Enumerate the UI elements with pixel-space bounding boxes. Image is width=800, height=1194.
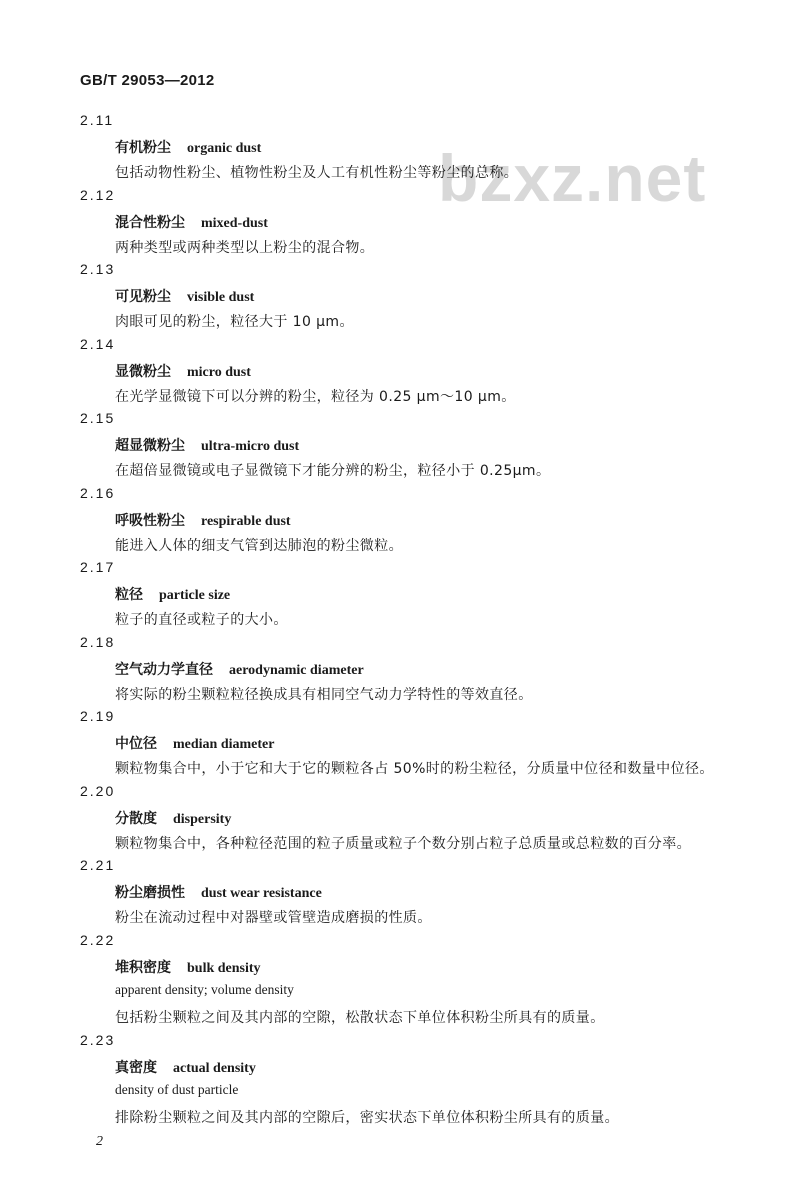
term-entry [0,261,800,336]
term-definition: 颗粒物集合中，小于它和大于它的颗粒各占 50%时的粉尘粒径，分质量中位径和数量中位径。 [115,761,714,777]
term-synonym: apparent density; volume density [115,981,294,997]
term-definition: 两种类型或两种类型以上粉尘的混合物。 [115,239,375,256]
term-definition: 包括粉尘颗粒之间及其内部的空隙，松散状态下单位体积粉尘所具有的质量。 [115,1009,605,1026]
term-number: 2.13 [80,261,116,277]
term-number: 2.22 [80,931,116,948]
term-entry [0,783,800,858]
term-entry [0,708,800,783]
term-zh: 超显微粉尘 [115,438,185,454]
term-entry [0,410,800,485]
term-definition: 肉眼可见的粉尘，粒径大于 10 μm。 [115,314,354,330]
term-zh: 可见粉尘 [115,289,171,305]
term-en: dispersity [173,811,232,827]
term-number: 2.15 [80,410,116,426]
term-number: 2.14 [80,335,116,352]
term-zh: 分散度 [115,810,157,827]
term-definition: 在超倍显微镜或电子显微镜下才能分辨的粉尘，粒径小于 0.25μm。 [115,463,551,479]
term-zh: 真密度 [115,1059,157,1076]
term-number: 2.17 [80,559,116,575]
term-zh: 空气动力学直径 [115,661,213,678]
standard-code: GB/T 29053—2012 [80,72,215,89]
term-zh: 粉尘磨损性 [115,885,185,901]
term-en: ultra-micro dust [201,439,300,454]
term-definition: 粉尘在流动过程中对器壁或管壁造成磨损的性质。 [115,910,432,926]
term-heading [115,361,251,381]
term-zh: 中位径 [115,736,157,752]
term-number: 2.16 [80,484,116,501]
term-en: actual density [173,1060,256,1076]
term-number: 2.19 [80,708,116,724]
term-definition: 在光学显微镜下可以分辨的粉尘，粒径为 0.25 μm～10 μm。 [115,388,516,405]
term-number: 2.20 [80,782,116,799]
term-heading [115,808,231,828]
term-zh: 显微粉尘 [115,363,171,380]
term-definition: 包括动物性粉尘、植物性粉尘及人工有机性粉尘等粉尘的总称。 [115,165,519,181]
term-en: dust wear resistance [201,886,322,901]
term-en: bulk density [187,960,261,976]
term-number: 2.12 [80,186,116,203]
term-heading [115,137,261,157]
page-number: 2 [96,1134,103,1149]
term-en: particle size [159,588,231,603]
term-zh: 堆积密度 [115,959,171,976]
term-definition: 颗粒物集合中，各种粒径范围的粒子质量或粒子个数分别占粒子总质量或总粒数的百分率。 [115,835,691,852]
watermark: bzxz.net [438,141,707,215]
term-zh: 呼吸性粉尘 [115,512,185,529]
term-heading [115,584,230,604]
term-heading [115,212,268,232]
term-definition: 排除粉尘颗粒之间及其内部的空隙后，密实状态下单位体积粉尘所具有的质量。 [115,1109,619,1126]
term-zh: 有机粉尘 [115,140,171,156]
term-heading [115,733,274,753]
term-entry [0,112,800,187]
term-entry [0,187,800,262]
term-entry [0,336,800,411]
term-number: 2.11 [80,112,115,128]
term-en: respirable dust [201,513,291,529]
term-en: median diameter [173,737,275,752]
term-en: mixed-dust [201,215,268,231]
term-definition: 将实际的粉尘颗粒粒径换成具有相同空气动力学特性的等效直径。 [115,686,533,703]
term-entry [0,485,800,560]
term-definition: 粒子的直径或粒子的大小。 [115,612,288,628]
term-list [0,112,800,1132]
term-en: micro dust [187,364,251,380]
term-en: aerodynamic diameter [229,662,364,678]
term-heading [115,882,322,902]
term-entry [0,932,800,1032]
term-zh: 粒径 [115,587,143,603]
term-heading [115,510,291,530]
term-entry [0,857,800,932]
term-synonym: density of dust particle [115,1081,239,1097]
term-entry [0,634,800,709]
term-heading [115,435,299,455]
term-number: 2.23 [80,1031,116,1048]
term-heading [115,659,364,679]
term-entry [0,559,800,634]
term-heading [115,1057,256,1077]
term-heading [115,286,254,306]
term-definition: 能进入人体的细支气管到达肺泡的粉尘微粒。 [115,537,403,554]
term-zh: 混合性粉尘 [115,214,185,231]
term-heading [115,957,261,977]
term-entry [0,1032,800,1132]
term-number: 2.18 [80,633,116,650]
term-en: visible dust [187,290,255,305]
term-en: organic dust [187,141,262,156]
term-number: 2.21 [80,857,116,873]
